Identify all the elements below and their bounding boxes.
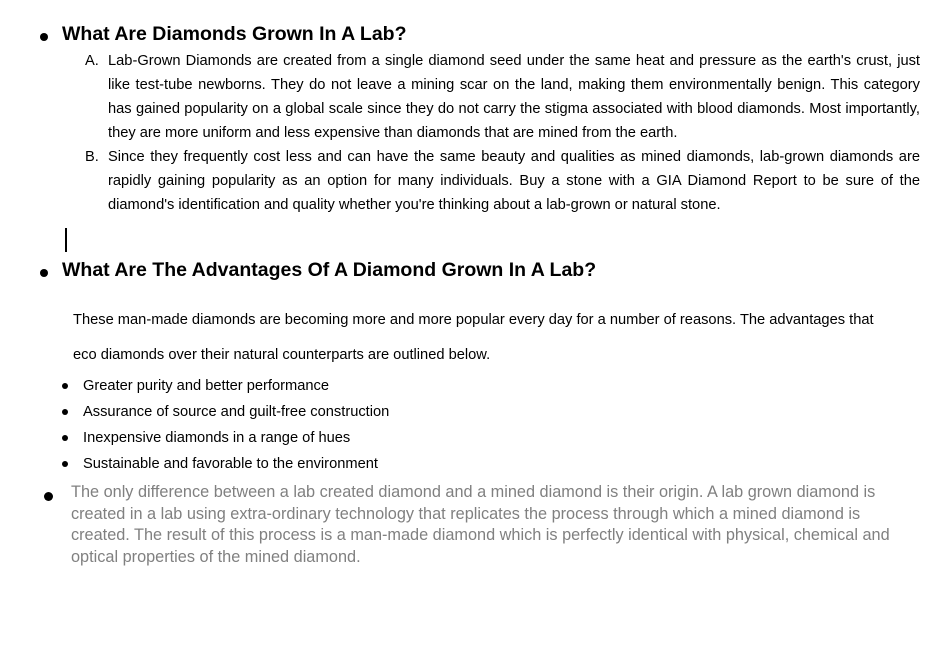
bullet-icon <box>62 461 68 467</box>
list-item <box>62 399 389 425</box>
lettered-item-a <box>85 49 921 145</box>
list-item-text[interactable]: Greater purity and better performance <box>83 378 330 394</box>
section1-heading-row <box>40 22 407 46</box>
intro-paragraph[interactable]: These man-made diamonds are becoming more and more popular every day for a number of reasons. The advantages that eco diamonds over their natural counterparts are outlined below. <box>73 312 874 363</box>
item-b-label: B. <box>85 149 99 165</box>
list-item-text[interactable]: Inexpensive diamonds in a range of hues <box>83 430 351 446</box>
bullet-icon <box>62 383 68 389</box>
list-item-text[interactable]: Assurance of source and guilt-free construction <box>83 404 390 420</box>
note-text[interactable]: The only difference between a lab created diamond and a mined diamond is their origin. A lab grown diamond is created in a lab using extra-ordinary technology that replicates the process through which a mined diamond is created. The result of this process is a man-made diamond which is perfectly identical with physical, chemical and optical properties of the mined diamond. <box>71 483 890 566</box>
advantages-list <box>62 373 389 477</box>
lettered-list <box>85 49 921 217</box>
note-bullet-icon <box>44 492 53 501</box>
item-a-label: A. <box>85 53 99 69</box>
list-item <box>62 451 389 477</box>
section1-heading[interactable]: What Are Diamonds Grown In A Lab? <box>62 23 407 45</box>
section2-heading[interactable]: What Are The Advantages Of A Diamond Grown In A Lab? <box>62 259 597 281</box>
list-item <box>62 425 389 451</box>
item-b-text[interactable]: Since they frequently cost less and can have the same beauty and qualities as mined diamonds, lab-grown diamonds are rapidly gaining popularity as an option for many individuals. Buy a stone with a GIA Diamond Report to be sure of the diamond's identification and quality whether you're thinking about a lab-grown or natural stone. <box>108 149 920 213</box>
bullet-icon <box>62 409 68 415</box>
item-a-text[interactable]: Lab-Grown Diamonds are created from a single diamond seed under the same heat and pressure as the earth's crust, just like test-tube newborns. They do not leave a mining scar on the land, making them environmentally benign. This category has gained popularity on a global scale since they do not carry the stigma associated with blood diamonds. Most importantly, they are more uniform and less expensive than diamonds that are mined from the earth. <box>108 53 920 141</box>
section2-heading-row <box>40 258 596 282</box>
list-item-text[interactable]: Sustainable and favorable to the environment <box>83 456 378 472</box>
lettered-item-b <box>85 145 921 217</box>
list-item <box>62 373 389 399</box>
bullet-icon <box>62 435 68 441</box>
heading-bullet-icon <box>40 33 48 41</box>
text-caret <box>65 228 67 252</box>
heading-bullet-icon <box>40 269 48 277</box>
